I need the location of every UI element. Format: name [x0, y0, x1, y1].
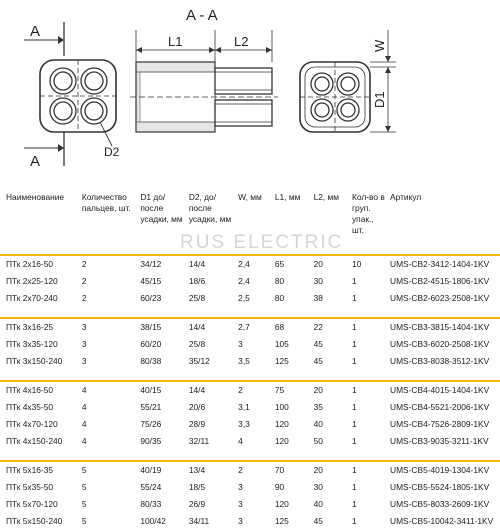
table-row [0, 416, 500, 433]
table-cell: 40 [313, 419, 323, 429]
table-cell: 35/12 [188, 356, 210, 366]
table-cell: 26/9 [188, 499, 206, 509]
table-cell: UMS-CB5-8033-2609-1KV [390, 499, 490, 509]
table-cell: 5 [80, 461, 139, 479]
table-cell: ПТк 4х150-240 [6, 436, 63, 446]
table-cell: 20/6 [188, 402, 206, 412]
table-cell: 1 [351, 482, 357, 492]
table-cell: UMS-CB4-4015-1404-1KV [388, 381, 500, 399]
table-cell: 1 [351, 339, 357, 349]
table-cell: 80/33 [140, 499, 162, 509]
column-header: L1, мм [274, 192, 301, 202]
table-cell: UMS-CB2-3412-1404-1KV [388, 255, 500, 273]
dim-l2-label: L2 [234, 34, 249, 49]
dim-l1-label: L1 [168, 34, 183, 49]
table-cell: UMS-CB4-5521-2006-1KV [390, 402, 490, 412]
table-cell: 55/24 [140, 482, 162, 492]
table-cell: 2 [81, 293, 87, 303]
technical-drawing [0, 0, 500, 185]
table-cell: ПТк 5х35-50 [6, 482, 54, 492]
table-cell: 1 [350, 318, 388, 336]
table-row [0, 318, 500, 336]
table-cell: 20 [312, 461, 350, 479]
table-cell: ПТк 2х25-120 [6, 276, 58, 286]
table-cell: 3 [238, 482, 243, 492]
table-cell: 65 [273, 255, 312, 273]
table-row [0, 255, 500, 273]
table-cell: 4 [238, 436, 243, 446]
table-cell: 10 [350, 255, 388, 273]
table-cell: 1 [351, 356, 357, 366]
table-cell: 3 [80, 318, 139, 336]
table-cell: 125 [274, 516, 289, 526]
table-body [0, 255, 500, 530]
table-cell: 28/9 [188, 419, 206, 429]
table-cell: 3 [81, 356, 87, 366]
table-row [0, 496, 500, 513]
table-cell: 2 [236, 381, 273, 399]
table-cell: 13/4 [187, 461, 236, 479]
table-cell: 30 [313, 276, 323, 286]
table-cell: UMS-CB3-8038-3512-1KV [390, 356, 490, 366]
table-cell: 60/23 [140, 293, 162, 303]
table-cell: 38 [313, 293, 323, 303]
table-cell: 1 [351, 516, 357, 526]
column-header: D2, до/после усадки, мм [188, 192, 232, 224]
table-cell: 20 [312, 381, 350, 399]
table-cell: 90/35 [140, 436, 162, 446]
table-cell: ПТк 5х150-240 [6, 516, 63, 526]
table-cell: 1 [351, 499, 357, 509]
table-cell: 4 [81, 402, 87, 412]
table-cell: 105 [274, 339, 289, 349]
table-cell: 1 [351, 419, 357, 429]
front-view-left [24, 22, 116, 166]
table-cell: 2,4 [238, 276, 250, 286]
table-cell: 120 [274, 499, 289, 509]
table-cell: 2 [236, 461, 273, 479]
table-cell: 5 [81, 499, 87, 509]
table-cell: 22 [312, 318, 350, 336]
table-cell: UMS-CB5-10042-3411-1KV [390, 516, 494, 526]
table-header-row [0, 190, 500, 255]
column-header: Наименование [6, 192, 65, 202]
column-header: D1 до/после усадки, мм [140, 192, 183, 224]
table-row [0, 381, 500, 399]
table-cell: 2,7 [236, 318, 273, 336]
column-header: Количество пальцев, шт. [81, 192, 131, 213]
table-cell: ПТк 5х70-120 [6, 499, 58, 509]
table-cell: 3,5 [238, 356, 250, 366]
table-cell: 3 [238, 516, 243, 526]
table-cell: 18/5 [188, 482, 206, 492]
column-header: L2, мм [313, 192, 340, 202]
column-header: W, мм [238, 192, 262, 202]
table-cell: 5 [81, 516, 87, 526]
table-cell: UMS-CB2-4515-1806-1KV [390, 276, 490, 286]
table-cell: 18/6 [188, 276, 206, 286]
table-cell: 45 [313, 356, 323, 366]
table-cell: 4 [81, 419, 87, 429]
table-cell: 20 [312, 255, 350, 273]
table-cell: 55/21 [140, 402, 162, 412]
table-cell: 3 [238, 339, 243, 349]
table-cell: 80 [274, 276, 285, 286]
table-cell: UMS-CB2-6023-2508-1KV [390, 293, 490, 303]
table-row [0, 433, 500, 450]
table-row [0, 336, 500, 353]
table-cell: 34/12 [138, 255, 186, 273]
table-cell: 75 [273, 381, 312, 399]
table-cell: ПТк 2х70-240 [6, 293, 58, 303]
table-cell: 75/26 [140, 419, 162, 429]
column-header: Кол-во в груп. упак., шт. [351, 192, 385, 235]
table-row [0, 273, 500, 290]
table-row [0, 479, 500, 496]
table-cell: 30 [313, 482, 323, 492]
table-cell: 1 [351, 436, 357, 446]
table-cell: 5 [81, 482, 87, 492]
table-cell: 100 [274, 402, 289, 412]
table-cell: 4 [80, 381, 139, 399]
table-cell: 120 [274, 419, 289, 429]
table-cell: 70 [273, 461, 312, 479]
table-cell: 68 [273, 318, 312, 336]
table-cell: 2,5 [238, 293, 250, 303]
table-cell: 90 [274, 482, 285, 492]
table-cell: 3 [238, 499, 243, 509]
table-cell: 32/11 [188, 436, 210, 446]
table-cell: 80 [274, 293, 285, 303]
table-cell: 2,4 [236, 255, 273, 273]
table-cell: 2 [80, 255, 139, 273]
table-cell: 1 [350, 381, 388, 399]
table-cell: 14/4 [187, 318, 236, 336]
table-cell: 1 [351, 402, 357, 412]
table-cell: 38/15 [138, 318, 186, 336]
watermark: RUS ELECTRIC [180, 232, 344, 253]
table-cell: ПТк 4х35-50 [6, 402, 54, 412]
table-cell: 25/8 [188, 339, 206, 349]
table-cell: 40/19 [138, 461, 186, 479]
table-row [0, 290, 500, 307]
cut-label-bottom: A [30, 153, 41, 170]
table-cell: ПТк 2х16-50 [0, 255, 80, 273]
table-cell: 4 [81, 436, 87, 446]
table-cell: 3,3 [238, 419, 250, 429]
table-cell: 100/42 [140, 516, 166, 526]
table-cell: ПТк 3х16-25 [0, 318, 80, 336]
table-cell: 14/4 [187, 381, 236, 399]
table-cell: 3,1 [238, 402, 250, 412]
column-header: Артикул [390, 192, 422, 202]
table-row [0, 353, 500, 370]
table-cell: 2 [81, 276, 87, 286]
dim-d1-label: D1 [372, 91, 387, 108]
table-cell: 60/20 [140, 339, 162, 349]
table-cell: UMS-CB3-3815-1404-1KV [388, 318, 500, 336]
table-cell: 34/11 [188, 516, 210, 526]
table-cell: UMS-CB3-9035-3211-1KV [390, 436, 489, 446]
table-cell: ПТк 4х70-120 [6, 419, 58, 429]
table-cell: 50 [313, 436, 323, 446]
table-cell: UMS-CB3-6020-2508-1KV [390, 339, 490, 349]
table-cell: 80/38 [140, 356, 162, 366]
table-row [0, 513, 500, 530]
table-cell: 1 [350, 461, 388, 479]
table-cell: 120 [274, 436, 289, 446]
table-row [0, 461, 500, 479]
table-cell: 45 [313, 516, 323, 526]
specs-table [0, 190, 500, 530]
table-cell: 25/8 [188, 293, 206, 303]
table-cell: 14/4 [187, 255, 236, 273]
table-cell: 3 [81, 339, 87, 349]
table-cell: 45/15 [140, 276, 162, 286]
dim-w-label: W [372, 39, 387, 52]
group-spacer [0, 307, 500, 318]
group-spacer [0, 370, 500, 381]
table-cell: 125 [274, 356, 289, 366]
section-view [130, 30, 278, 132]
table-cell: 1 [351, 276, 357, 286]
table-cell: ПТк 4х16-50 [0, 381, 80, 399]
table-cell: 45 [313, 339, 323, 349]
table-cell: 1 [351, 293, 357, 303]
table-cell: UMS-CB4-7526-2809-1KV [390, 419, 490, 429]
table-cell: 35 [313, 402, 323, 412]
table-cell: 40 [313, 499, 323, 509]
dim-d2-label: D2 [104, 145, 120, 159]
table-cell: ПТк 5х16-35 [0, 461, 80, 479]
table-cell: UMS-CB5-5524-1805-1KV [390, 482, 490, 492]
table-cell: UMS-CB5-4019-1304-1KV [388, 461, 500, 479]
table-cell: ПТк 3х35-120 [6, 339, 58, 349]
group-spacer [0, 450, 500, 461]
cut-label-top: A [30, 23, 41, 40]
table-cell: ПТк 3х150-240 [6, 356, 63, 366]
table-row [0, 399, 500, 416]
section-label: A - A [186, 7, 218, 24]
table-cell: 40/15 [138, 381, 186, 399]
